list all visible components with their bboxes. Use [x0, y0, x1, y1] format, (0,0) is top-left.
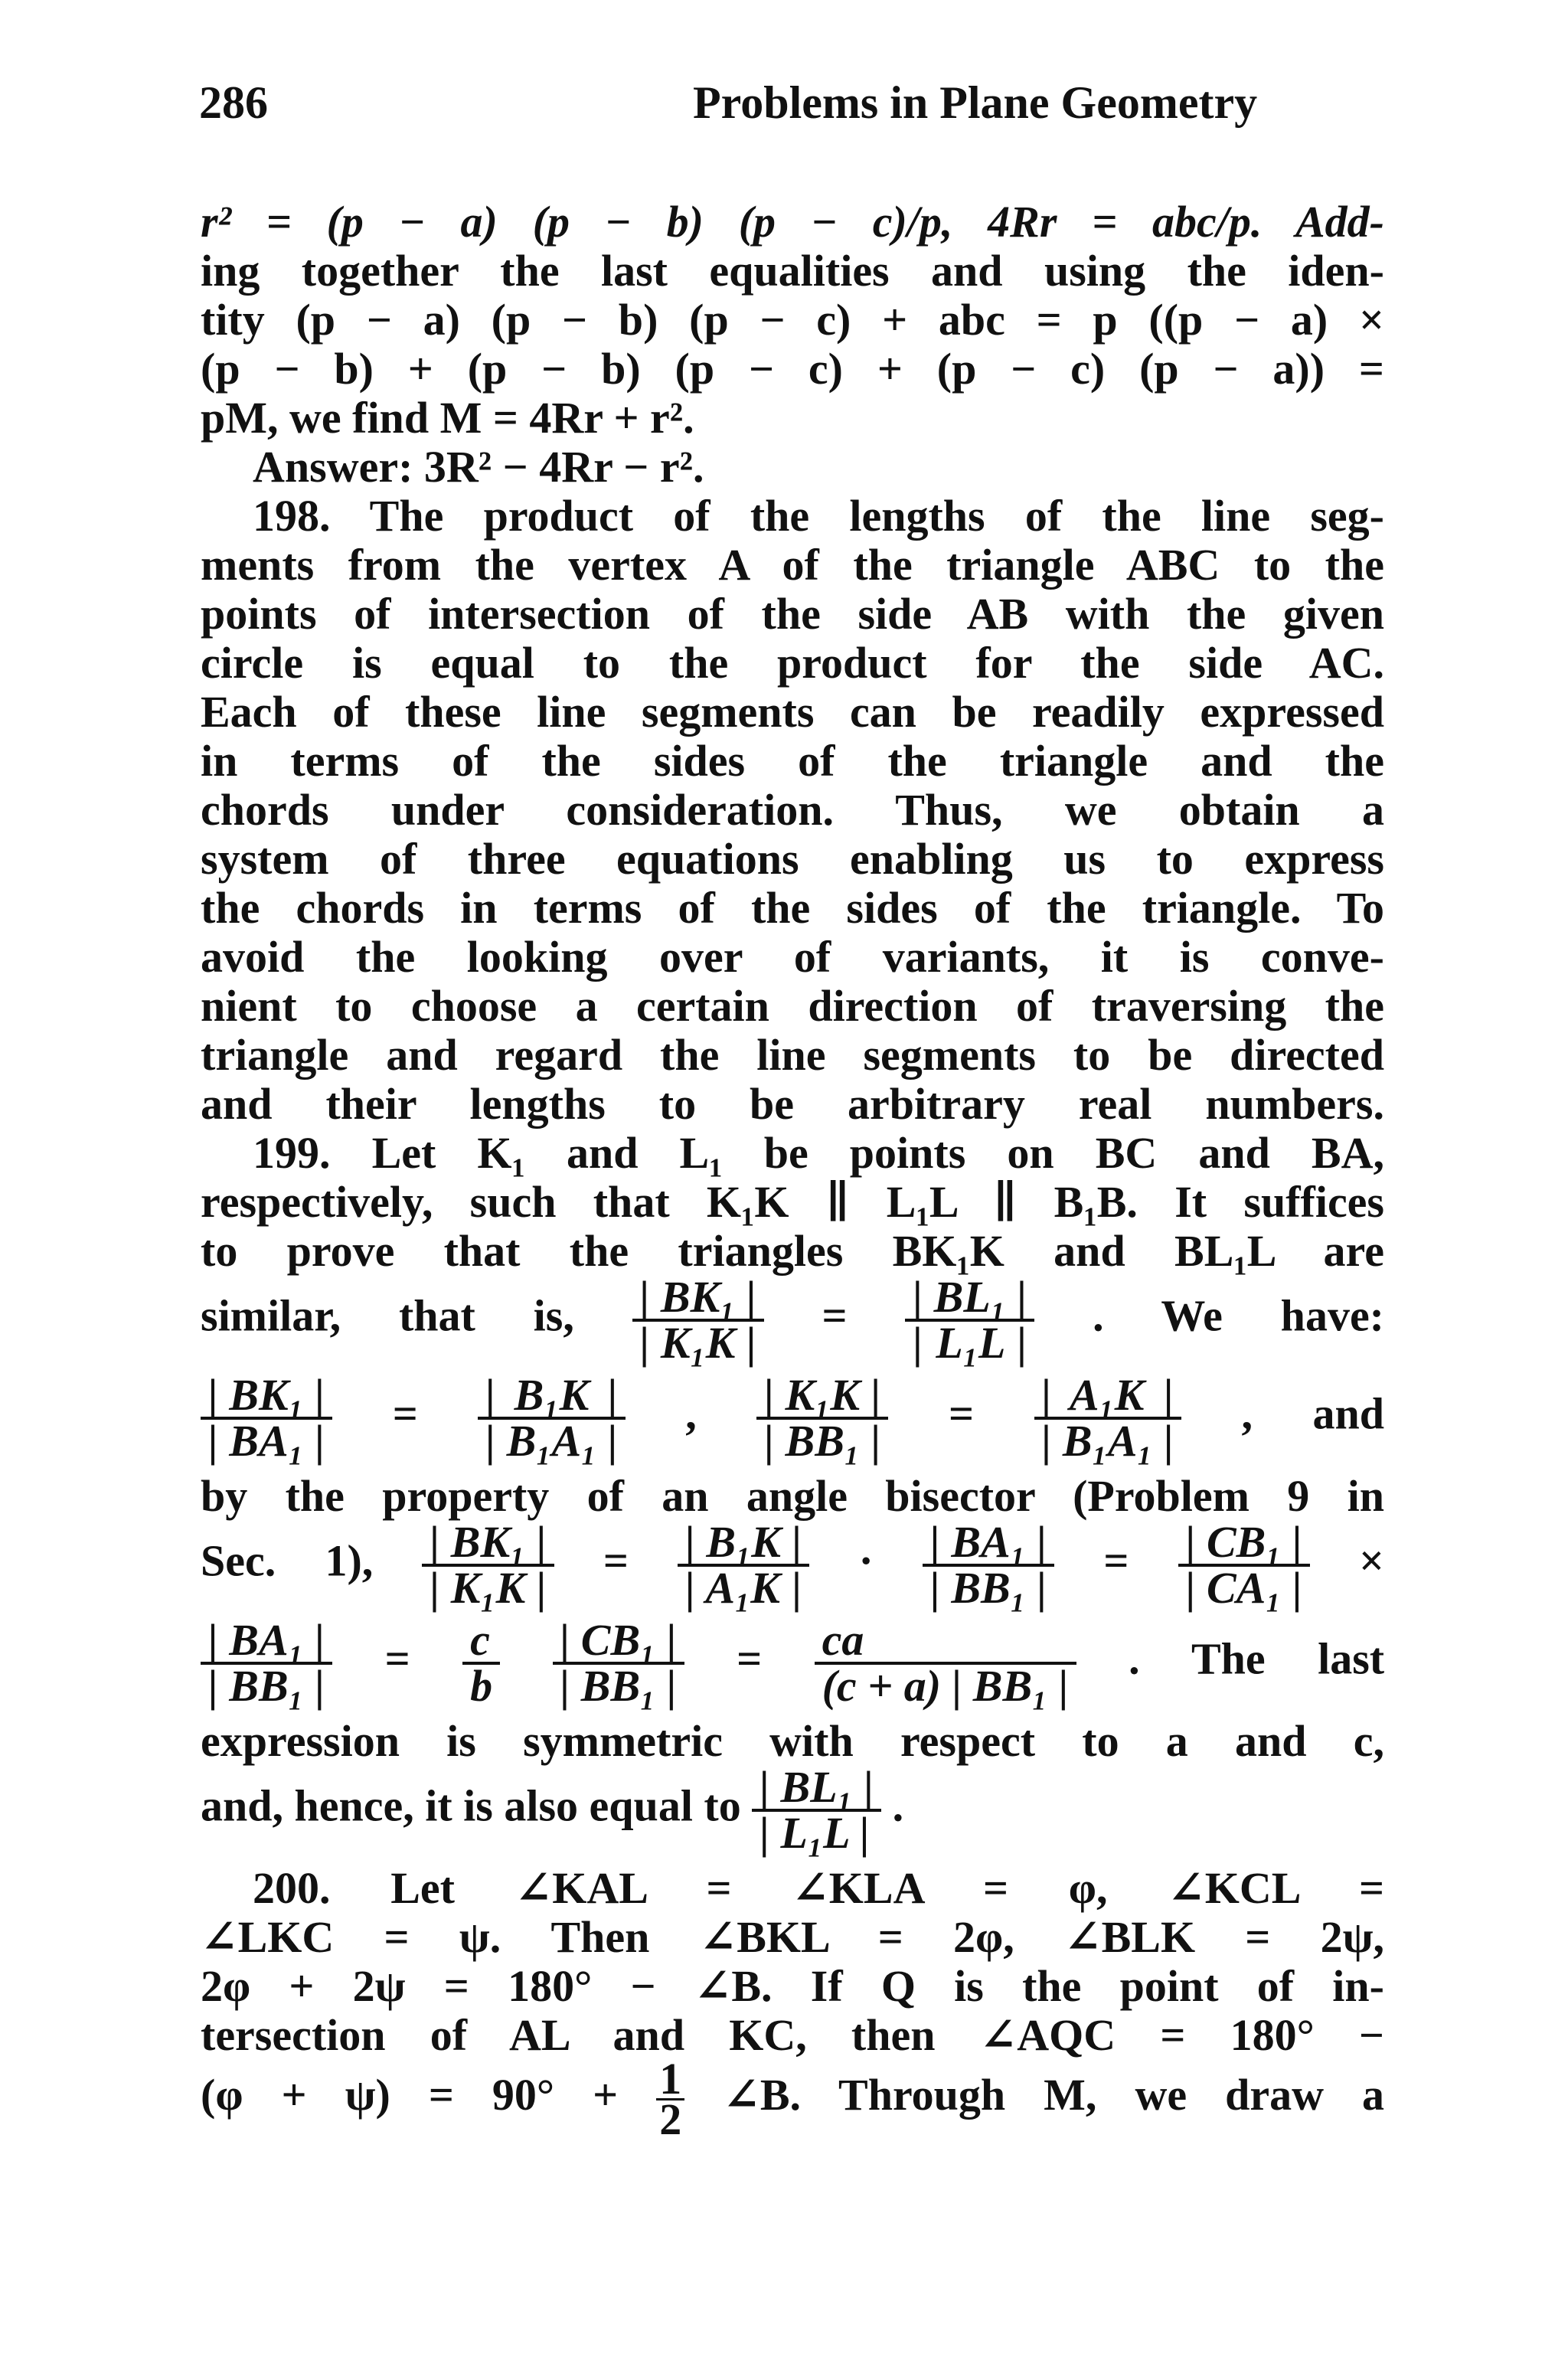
text-line: system of three equations enabling us to express — [201, 835, 1384, 884]
denominator: b — [470, 1661, 493, 1711]
text-line: nient to choose a certain direction of traversing the — [201, 982, 1384, 1031]
denominator: | BB₁ | — [560, 1661, 677, 1711]
equation-tail: ∠B. Through M, we draw a — [723, 2069, 1385, 2120]
equals-sign: = — [392, 1388, 418, 1439]
denominator: | L₁L | — [760, 1808, 870, 1858]
fraction — [923, 1517, 1054, 1613]
text-line: ments from the vertex A of the triangle ABC to the — [201, 541, 1384, 590]
text-line: Each of these line segments can be readily expressed — [201, 688, 1384, 737]
denominator: (c + a) | BB₁ | — [822, 1661, 1069, 1711]
denominator: | CA₁ | — [1185, 1563, 1302, 1613]
fraction — [462, 1615, 500, 1711]
times-sign: × — [1359, 1535, 1385, 1586]
fraction-half — [656, 2054, 684, 2144]
text-line: 199. Let K₁ and L₁ be points on BC and BA, — [253, 1129, 1384, 1178]
equals-sign: = — [948, 1388, 974, 1439]
numerator: | CB₁ | — [553, 1619, 684, 1665]
numerator: | BA₁ | — [923, 1521, 1054, 1567]
numerator: | BK₁ | — [632, 1276, 764, 1322]
equation-tail: . The last — [1129, 1633, 1385, 1684]
denominator: | A₁K | — [685, 1563, 802, 1613]
text-line: chords under consideration. Thus, we obtain a — [201, 786, 1384, 835]
text-line: pM, we find M = 4Rr + r². — [201, 394, 694, 443]
fraction — [756, 1370, 888, 1466]
text-line: expression is symmetric with respect to a and c, — [201, 1717, 1384, 1766]
text-line: triangle and regard the line segments to be directed — [201, 1031, 1384, 1080]
fraction — [1178, 1517, 1310, 1613]
answer-line: Answer: 3R² − 4Rr − r². — [253, 443, 704, 492]
denominator: | B₁A₁ | — [1041, 1416, 1174, 1466]
equals-sign: = — [384, 1633, 410, 1684]
numerator: c — [462, 1619, 500, 1665]
running-head: Problems in Plane Geometry — [693, 77, 1258, 128]
equation-product — [201, 1615, 1385, 1717]
equation-equal — [201, 1762, 1384, 1864]
text-line: (p − b) + (p − b) (p − c) + (p − c) (p − a)) = — [201, 345, 1384, 394]
equation-tail: , and — [1241, 1388, 1385, 1439]
fraction — [815, 1615, 1076, 1711]
text-line: in terms of the sides of the triangle and the — [201, 737, 1384, 786]
text-line: 200. Let ∠KAL = ∠KLA = φ, ∠KCL = — [253, 1864, 1384, 1913]
equals-sign: = — [822, 1290, 848, 1341]
fraction — [905, 1272, 1034, 1368]
fraction — [632, 1272, 764, 1368]
numerator: | BA₁ | — [201, 1619, 332, 1665]
denominator: | B₁A₁ | — [485, 1416, 618, 1466]
text-line: avoid the looking over of variants, it is conve- — [201, 933, 1384, 982]
page-number: 286 — [199, 77, 268, 128]
numerator: 1 — [656, 2060, 684, 2100]
denominator: 2 — [659, 2094, 682, 2144]
and-word: and — [1312, 1388, 1385, 1439]
equation-similar — [201, 1272, 1384, 1374]
numerator: | BL₁ | — [905, 1276, 1034, 1322]
text-line: ing together the last equalities and using the iden- — [201, 247, 1384, 296]
denominator: | BB₁ | — [764, 1416, 881, 1466]
text-line: points of intersection of the side AB with the given — [201, 590, 1384, 639]
equals-sign: = — [1103, 1535, 1129, 1586]
comma: , — [685, 1388, 697, 1439]
denominator: | BB₁ | — [208, 1661, 325, 1711]
numerator: | A₁K | — [1034, 1374, 1181, 1420]
text-line: r² = (p − a) (p − b) (p − c)/p, 4Rr = abc/p. Add- — [201, 198, 1384, 247]
text-line: circle is equal to the product for the side AC. — [201, 639, 1384, 688]
text-line: ∠LKC = ψ. Then ∠BKL = 2φ, ∠BLK = 2ψ, — [201, 1913, 1384, 1962]
text-line: tity (p − a) (p − b) (p − c) + abc = p ((p − a) × — [201, 296, 1384, 345]
numerator: | BK₁ | — [422, 1521, 554, 1567]
fraction — [201, 1370, 332, 1466]
denominator: | K₁K | — [639, 1318, 756, 1368]
equation-lead: Sec. 1), — [201, 1535, 374, 1586]
text-line: tersection of AL and KC, then ∠AQC = 180° − — [201, 2011, 1384, 2060]
numerator: | B₁K | — [478, 1374, 625, 1420]
numerator: ca — [815, 1619, 1076, 1665]
fraction — [752, 1762, 881, 1858]
text-line: and their lengths to be arbitrary real numbers. — [201, 1080, 1384, 1129]
equation-tail: . We have: — [1093, 1290, 1384, 1341]
denominator: | L₁L | — [913, 1318, 1027, 1368]
fraction — [1034, 1370, 1181, 1466]
fraction — [422, 1517, 554, 1613]
numerator: | B₁K | — [678, 1521, 809, 1567]
equation-lead: and, hence, it is also equal to — [201, 1780, 741, 1831]
numerator: | BL₁ | — [752, 1766, 881, 1812]
text-line: 2φ + 2ψ = 180° − ∠B. If Q is the point of in- — [201, 1962, 1384, 2011]
equation-tail: . — [892, 1780, 904, 1831]
dot-operator: · — [858, 1535, 874, 1586]
text-line: the chords in terms of the sides of the triangle. To — [201, 884, 1384, 933]
fraction — [478, 1370, 625, 1466]
text-line: to prove that the triangles BK₁K and BL₁L are — [201, 1227, 1384, 1276]
denominator: | K₁K | — [430, 1563, 547, 1613]
text-line: 198. The product of the lengths of the line seg- — [253, 492, 1384, 541]
body-text — [201, 198, 1384, 2144]
fraction — [201, 1615, 332, 1711]
denominator: | BB₁ | — [930, 1563, 1047, 1613]
denominator: | BA₁ | — [208, 1416, 325, 1466]
text-line: by the property of an angle bisector (Problem 9 in — [201, 1472, 1384, 1521]
numerator: | K₁K | — [756, 1374, 888, 1420]
fraction — [553, 1615, 684, 1711]
equation-bisector — [201, 1517, 1385, 1619]
equation-lead: (φ + ψ) = 90° + — [201, 2069, 619, 2120]
text-line: respectively, such that K₁K ∥ L₁L ∥ B₁B. It suffices — [201, 1178, 1384, 1227]
numerator: | BK₁ | — [201, 1374, 332, 1420]
equals-sign: = — [737, 1633, 763, 1684]
equation-angle — [201, 2054, 1385, 2144]
numerator: | CB₁ | — [1178, 1521, 1310, 1567]
equation-lead: similar, that is, — [201, 1290, 574, 1341]
equation-ratios — [201, 1370, 1385, 1472]
fraction — [678, 1517, 809, 1613]
equals-sign: = — [603, 1535, 629, 1586]
